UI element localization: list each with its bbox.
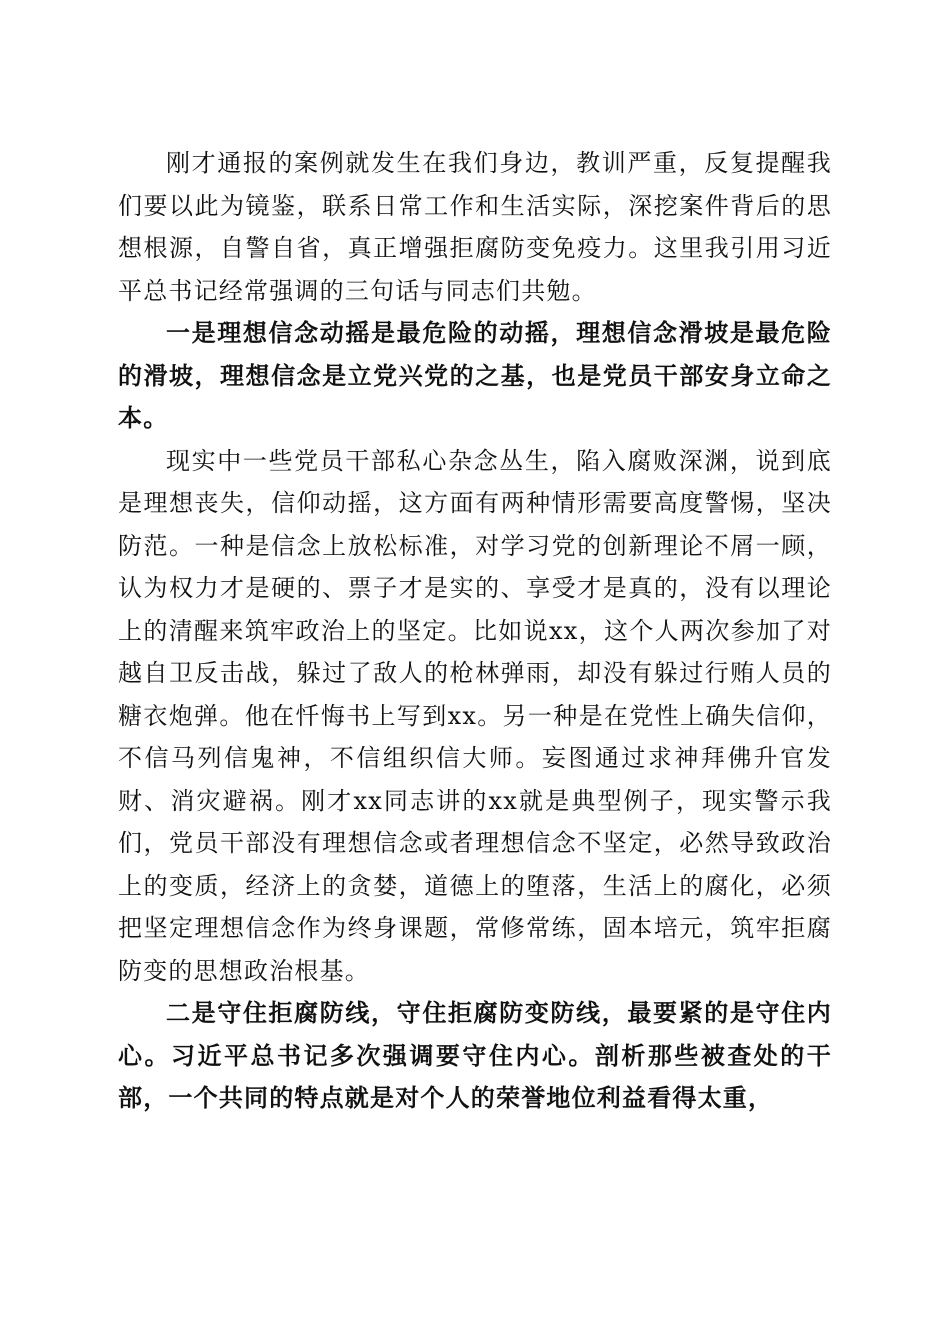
paragraph-point-one-heading: 一是理想信念动摇是最危险的动摇，理想信念滑坡是最危险的滑坡，理想信念是立党兴党的之基，也是党员干部安身立命之本。: [118, 318, 832, 432]
document-body: [118, 142, 832, 1120]
paragraph-intro: 刚才通报的案例就发生在我们身边，教训严重，反复提醒我们要以此为镜鉴，联系日常工作和生活实际，深挖案件背后的思想根源，自警自省，真正增强拒腐防变免疫力。这里我引用习近平总书记经常强调的三句话与同志们共勉。: [118, 149, 832, 305]
paragraph-point-two-heading: 二是守住拒腐防线，守住拒腐防变防线，最要紧的是守住内心。习近平总书记多次强调要守住内心。剖析那些被查处的干部，一个共同的特点就是对个人的荣誉地位利益看得太重，: [118, 998, 832, 1112]
paragraph-point-one-body: 现实中一些党员干部私心杂念丛生，陷入腐败深渊，说到底是理想丧失，信仰动摇，这方面有两种情形需要高度警惕，坚决防范。一种是信念上放松标准，对学习党的创新理论不屑一顾，认为权力才是硬的、票子才是实的、享受才是真的，没有以理论上的清醒来筑牢政治上的坚定。比如说xx，这个人两次参加了对越自卫反击战，躲过了敌人的枪林弹雨，却没有躲过行贿人员的糖衣炮弹。他在忏悔书上写到xx。另一种是在党性上确失信仰，不信马列信鬼神，不信组织信大师。妄图通过求神拜佛升官发财、消灾避祸。刚才xx同志讲的xx就是典型例子，现实警示我们，党员干部没有理想信念或者理想信念不坚定，必然导致政治上的变质，经济上的贪婪，道德上的堕落，生活上的腐化，必须把坚定理想信念作为终身课题，常修常练，固本培元，筑牢拒腐防变的思想政治根基。: [118, 446, 832, 985]
